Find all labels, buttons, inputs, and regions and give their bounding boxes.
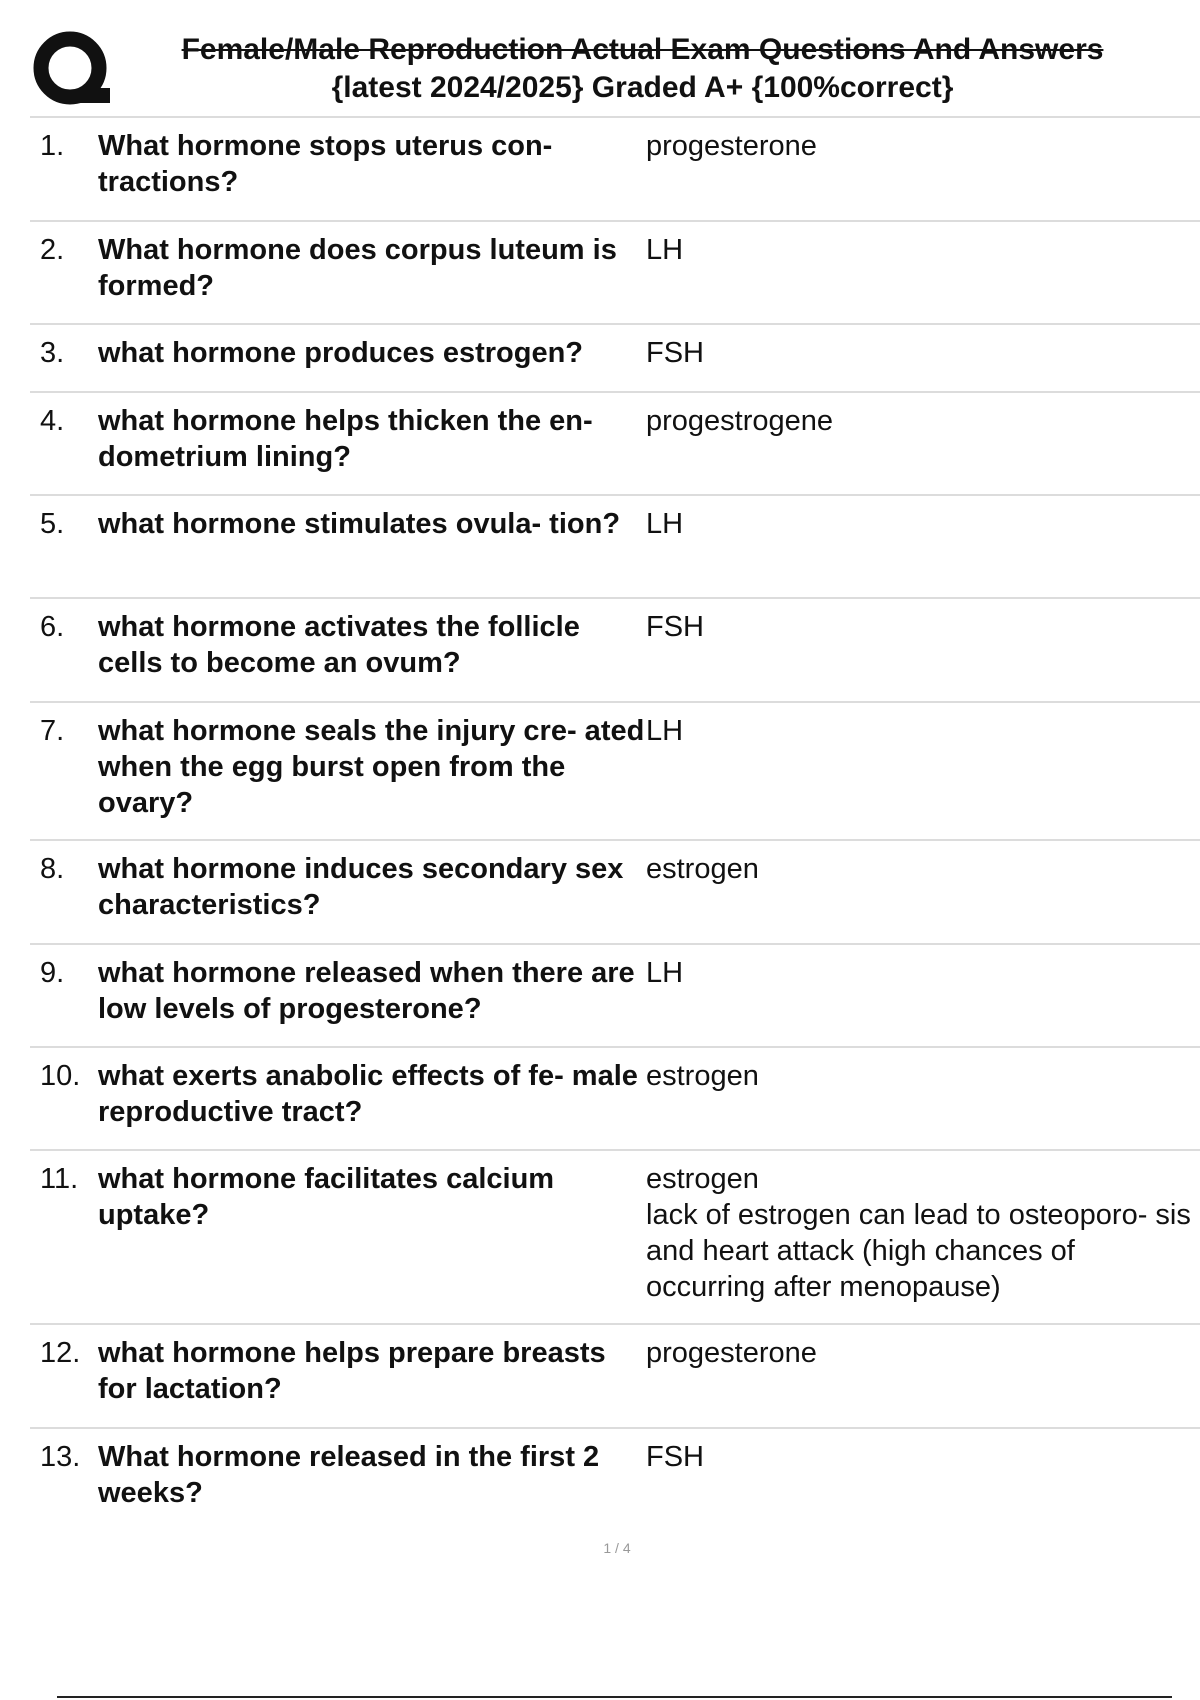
question-number: 1. (40, 130, 65, 162)
answer-text (646, 232, 1200, 323)
answer-text (646, 335, 1200, 391)
qa-row (30, 1048, 1200, 1151)
answer-text (646, 128, 1200, 220)
answer-text (646, 506, 1200, 597)
question-text: what hormone activates the follicle cells to become an ovum? (98, 611, 580, 679)
qa-row (30, 1429, 1200, 1529)
answer-text (646, 1161, 1200, 1323)
answer-line: LH (646, 715, 684, 747)
answer-line: LH (646, 234, 684, 266)
document-title (140, 32, 1145, 108)
qa-row (30, 945, 1200, 1048)
qa-row (30, 1325, 1200, 1429)
answer-line: LH (646, 508, 684, 540)
question-text: what hormone seals the injury cre- ated when the egg burst open from the ovary? (98, 715, 645, 819)
answer-line: progesterone (646, 1337, 817, 1369)
question-text: What hormone stops uterus con- tractions? (98, 130, 553, 198)
answer-line: FSH (646, 611, 704, 643)
answer-line: LH (646, 957, 684, 989)
answer-line: estrogen (646, 1060, 759, 1092)
question-number: 6. (40, 611, 65, 643)
q-logo-icon (32, 30, 114, 112)
question-text: what exerts anabolic effects of fe- male reproductive tract? (98, 1060, 638, 1128)
bottom-divider (57, 1696, 1172, 1698)
question-number: 12. (40, 1337, 81, 1369)
question-text: what hormone released when there are low levels of progesterone? (98, 957, 635, 1025)
title-line-2: {latest 2024/2025} Graded A+ {100%correct} (331, 71, 954, 104)
question-text: what hormone helps thicken the en- dometrium lining? (98, 405, 593, 473)
question-number: 7. (40, 715, 65, 747)
question-number: 11. (40, 1163, 79, 1195)
qa-row (30, 496, 1200, 599)
qa-row (30, 325, 1200, 393)
answer-text (646, 1058, 1200, 1149)
answer-text (646, 1439, 1200, 1529)
qa-list (30, 118, 1200, 1529)
question-number: 10. (40, 1060, 81, 1092)
answer-line: estrogen (646, 853, 759, 885)
answer-line: progesterone (646, 130, 817, 162)
answer-text (646, 609, 1200, 701)
question-number: 9. (40, 957, 65, 989)
answer-text (646, 955, 1200, 1046)
qa-row (30, 222, 1200, 325)
question-number: 8. (40, 853, 65, 885)
question-text: what hormone stimulates ovula- tion? (98, 508, 621, 540)
answer-line: FSH (646, 1441, 704, 1473)
question-text: what hormone produces estrogen? (98, 337, 583, 369)
answer-text (646, 403, 1200, 494)
question-text: What hormone released in the first 2 weeks? (98, 1441, 600, 1509)
page-indicator: 1 / 4 (603, 1540, 631, 1556)
answer-text (646, 713, 1200, 839)
qa-row (30, 703, 1200, 841)
answer-line: progestrogene (646, 405, 834, 437)
answer-text (646, 1335, 1200, 1427)
question-text: what hormone induces secondary sex characteristics? (98, 853, 624, 921)
qa-row (30, 599, 1200, 703)
question-number: 5. (40, 508, 65, 540)
qa-row (30, 393, 1200, 496)
question-number: 13. (40, 1441, 81, 1473)
question-text: what hormone facilitates calcium uptake? (98, 1163, 555, 1231)
qa-row (30, 1151, 1200, 1325)
title-line-1: Female/Male Reproduction Actual Exam Questions And Answers (181, 33, 1104, 66)
answer-note: lack of estrogen can lead to osteoporo- sis and heart attack (high chances of occurring after menopause) (646, 1199, 1191, 1303)
question-text: What hormone does corpus luteum is formed? (98, 234, 617, 302)
question-number: 4. (40, 405, 65, 437)
question-number: 3. (40, 337, 65, 369)
question-number: 2. (40, 234, 65, 266)
qa-row (30, 118, 1200, 222)
question-text: what hormone helps prepare breasts for lactation? (98, 1337, 606, 1405)
qa-row (30, 841, 1200, 945)
answer-line: FSH (646, 337, 704, 369)
answer-line: estrogen (646, 1163, 759, 1195)
answer-text (646, 851, 1200, 943)
